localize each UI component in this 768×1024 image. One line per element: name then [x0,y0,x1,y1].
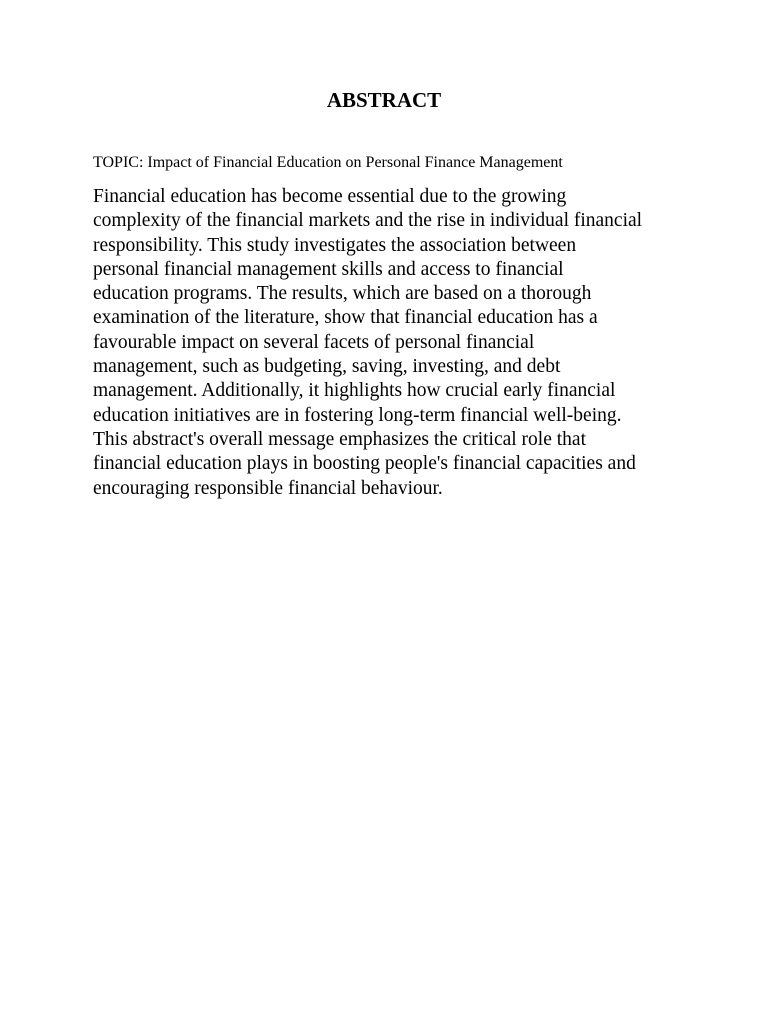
body-line: examination of the literature, show that financial education has a [93,307,598,329]
abstract-body [93,185,693,501]
body-line: complexity of the financial markets and the rise in individual financial [93,210,643,232]
body-line: financial education plays in boosting people's financial capacities and [93,453,636,475]
body-line: education programs. The results, which are based on a thorough [93,283,592,305]
body-line: responsibility. This study investigates the association between [93,234,577,256]
body-line: management, such as budgeting, saving, investing, and debt [93,356,561,378]
topic-line: TOPIC: Impact of Financial Education on Personal Finance Management [93,154,563,171]
abstract-heading: ABSTRACT [326,88,442,112]
body-line: favourable impact on several facets of personal financial [93,331,535,353]
body-line: Financial education has become essential due to the growing [93,186,567,207]
body-line: management. Additionally, it highlights how crucial early financial [93,380,616,402]
body-line: encouraging responsible financial behaviour. [93,477,443,499]
body-line: This abstract's overall message emphasizes the critical role that [93,428,586,450]
body-line: education initiatives are in fostering long-term financial well-being. [93,404,622,426]
body-line: personal financial management skills and access to financial [93,258,564,280]
